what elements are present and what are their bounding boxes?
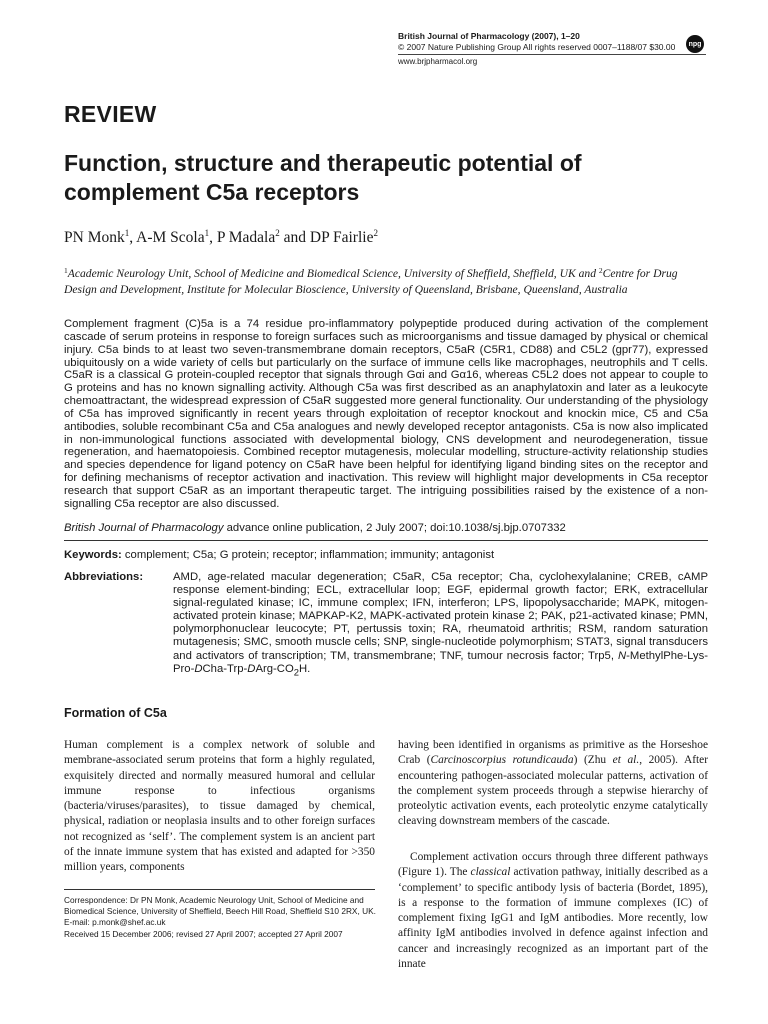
italic-term: classical bbox=[470, 866, 511, 879]
npg-logo-icon: npg bbox=[686, 35, 704, 53]
correspondence-address: Correspondence: Dr PN Monk, Academic Neurology Unit, School of Medicine and Biomedical Science, University of Sheffield, Beech Hill Road, Sheffield S10 2RX, UK. bbox=[64, 895, 376, 917]
abbr-part: Arg-CO bbox=[255, 662, 294, 675]
abbreviations-label: Abbreviations: bbox=[64, 571, 144, 583]
citation-details: advance online publication, 2 July 2007; doi:10.1038/sj.bjp.0707332 bbox=[223, 522, 566, 534]
body-paragraph-right-2 bbox=[398, 850, 708, 972]
author-separator: , bbox=[129, 229, 137, 246]
abstract: Complement fragment (C)5a is a 74 residue pro-inflammatory polypeptide produced during activation of the complement cascade of serum proteins in response to foreign surfaces such as microorganisms and tissue damaged by physical or chemical injury. C5a binds to at least two seven-transmembrane domain receptors, C5aR (C5R1, CD88) and C5L2 (gpr77), expressed ubiquitously on a wide variety of cells but particularly on the surface of immune cells like macrophages, neutrophils and T cells. C5aR is a classical G protein-coupled receptor that signals through Gαi and Gα16, whereas C5L2 does not appear to couple to G proteins and has no known signalling activity. Although C5a was first described as an anaphylatoxin and later as a leukocyte chemoattractant, the widespread expression of C5aR suggested more general functionality. Our understanding of the physiology of C5a has improved significantly in recent years through exploitation of receptor knockout and knockin mice, C5 and C5a antibodies, soluble recombinant C5a and C5a analogues and newly developed receptor antagonists. C5a is now also implicated in non-immunological functions associated with developmental biology, CNS development and neurodegeneration, tissue regeneration, and haematopoiesis. Combined receptor mutagenesis, molecular modelling, structure-activity relationship studies and species dependence for ligand potency on C5aR have been helpful for identifying ligand binding sites on the receptor and for defining mechanisms of receptor activation and inactivation. This review will highlight major developments in C5a receptor research that support C5aR as an important therapeutic target. The intriguing possibilities raised by the existence of a non-signalling C5a receptor are also discussed. bbox=[64, 318, 708, 510]
para-text: having been identified in organisms as primitive as the Horseshoe Crab ( bbox=[398, 739, 708, 767]
abbr-italic-d: D bbox=[247, 662, 256, 675]
citation-journal: British Journal of Pharmacology bbox=[64, 522, 224, 534]
article-type-label: REVIEW bbox=[64, 101, 157, 127]
affiliation-2: Centre for Drug Design and Development, Institute for Molecular Bioscience, University of Queensland, Brisbane, Queensland, Australia bbox=[64, 267, 678, 296]
abbreviations-body: AMD, age-related macular degeneration; C5aR, C5a receptor; Cha, cyclohexylalanine; CREB, cAMP response element-binding; ECL, extracellular loop; EGF, epidermal growth factor; ERK, extracellular signal-regulated kinase; IC, immune complex; IFN, interferon; LPS, lipopolysaccharide; MAPK, mitogen-activated protein kinase; MAPKAP-K2, MAPK-activated protein kinase 2; PAK, p21-activated kinase; PMN, polymorphonuclear leucocyte; PT, pertussis toxin; RA, rheumatoid arthritis; RSM, random saturation mutagenesis; SMC, smooth muscle cells; SNP, single-nucleotide polymorphism; STAT3, signal transducers and activators of transcription; TM, transmembrane; TNF, tumour necrosis factor; Trp5, bbox=[173, 571, 708, 662]
section-heading: Formation of C5a bbox=[64, 706, 167, 720]
affiliation-mark: 1 bbox=[64, 266, 68, 275]
copyright-line: © 2007 Nature Publishing Group All rights reserved 0007–1188/07 $30.00 bbox=[398, 42, 676, 52]
body-paragraph-right-1 bbox=[398, 738, 708, 830]
author-name: DP Fairlie bbox=[309, 229, 374, 246]
keywords-label: Keywords: bbox=[64, 549, 122, 561]
author-separator: , bbox=[209, 229, 217, 246]
header-divider bbox=[398, 54, 706, 55]
journal-citation: British Journal of Pharmacology (2007), 1–20 bbox=[398, 31, 580, 41]
author-affiliation-mark: 1 bbox=[124, 228, 130, 238]
et-al: et al. bbox=[612, 754, 640, 767]
para-text: Complement activation occurs through three different pathways (Figure 1). The bbox=[398, 851, 708, 879]
abbr-part: Cha-Trp- bbox=[202, 662, 248, 675]
affiliations bbox=[64, 263, 704, 298]
abbreviations-text bbox=[173, 571, 708, 678]
species-name: Carcinoscorpius rotundicauda bbox=[430, 754, 574, 767]
abstract-divider bbox=[64, 540, 708, 541]
author-name: P Madala bbox=[216, 229, 276, 246]
affiliation-mark: 2 bbox=[598, 266, 603, 275]
abbr-part: -MethylPhe-Lys-Pro- bbox=[173, 649, 708, 675]
author-list bbox=[64, 228, 378, 247]
article-title: Function, structure and therapeutic potential of complement C5a receptors bbox=[64, 150, 582, 205]
author-affiliation-mark: 2 bbox=[275, 228, 280, 238]
abstract-citation bbox=[64, 522, 708, 535]
journal-url[interactable]: www.brjpharmacol.org bbox=[398, 57, 478, 66]
journal-header bbox=[398, 31, 698, 53]
abbr-italic-n: N bbox=[618, 649, 627, 662]
received-dates: Received 15 December 2006; revised 27 April 2007; accepted 27 April 2007 bbox=[64, 928, 343, 939]
author-affiliation-mark: 1 bbox=[204, 228, 210, 238]
correspondence-footnote bbox=[64, 895, 376, 940]
affiliation-1: Academic Neurology Unit, School of Medicine and Biomedical Science, University of Sheffield, Sheffield, UK and bbox=[67, 267, 599, 280]
abbr-part: H. bbox=[299, 662, 311, 675]
abbr-subscript: 2 bbox=[293, 665, 299, 677]
para-text: , 2005). After encountering pathogen-associated molecular patterns, activation of the complement system proceeds through a stepwise hierarchy of proteolytic activation events, each proteolytic enzyme catalytically cleaving downstream members of the cascade. bbox=[398, 754, 709, 828]
correspondence-email[interactable]: E-mail: p.monk@shef.ac.uk bbox=[64, 917, 166, 928]
author-name: A-M Scola bbox=[136, 229, 205, 246]
footnote-divider bbox=[64, 889, 375, 890]
author-separator: and bbox=[279, 229, 310, 246]
para-text: ) (Zhu bbox=[573, 754, 613, 767]
keywords bbox=[64, 549, 708, 562]
keywords-text: complement; C5a; G protein; receptor; inflammation; immunity; antagonist bbox=[121, 549, 495, 561]
author-affiliation-mark: 2 bbox=[373, 228, 378, 238]
para-text: activation pathway, initially described as a ‘complement’ to specific antibody lysis of bacteria (Bordet, 1895), is a response to the formation of immune complexes (IC) of complement fixing IgG1 and IgM antibodies. More recently, low affinity IgM antibodies involved in defence against infection and cancer and increasingly recognized as an important part of the innate bbox=[398, 866, 708, 971]
body-paragraph-left: Human complement is a complex network of soluble and membrane-associated serum proteins that form a highly regulated, exquisitely directed and normally measured humoral and cellular immune response to infectious organisms (bacteria/viruses/parasites), to tissue damaged by chemical, physical, radiation or neoplasia insults and to other foreign surfaces not recognized as ‘self’. The complement system is an ancient part of the innate immune system that has existed and adapted for >350 million years, components bbox=[64, 739, 375, 874]
author-name: PN Monk bbox=[64, 229, 125, 246]
abbr-italic-d: D bbox=[194, 662, 203, 675]
